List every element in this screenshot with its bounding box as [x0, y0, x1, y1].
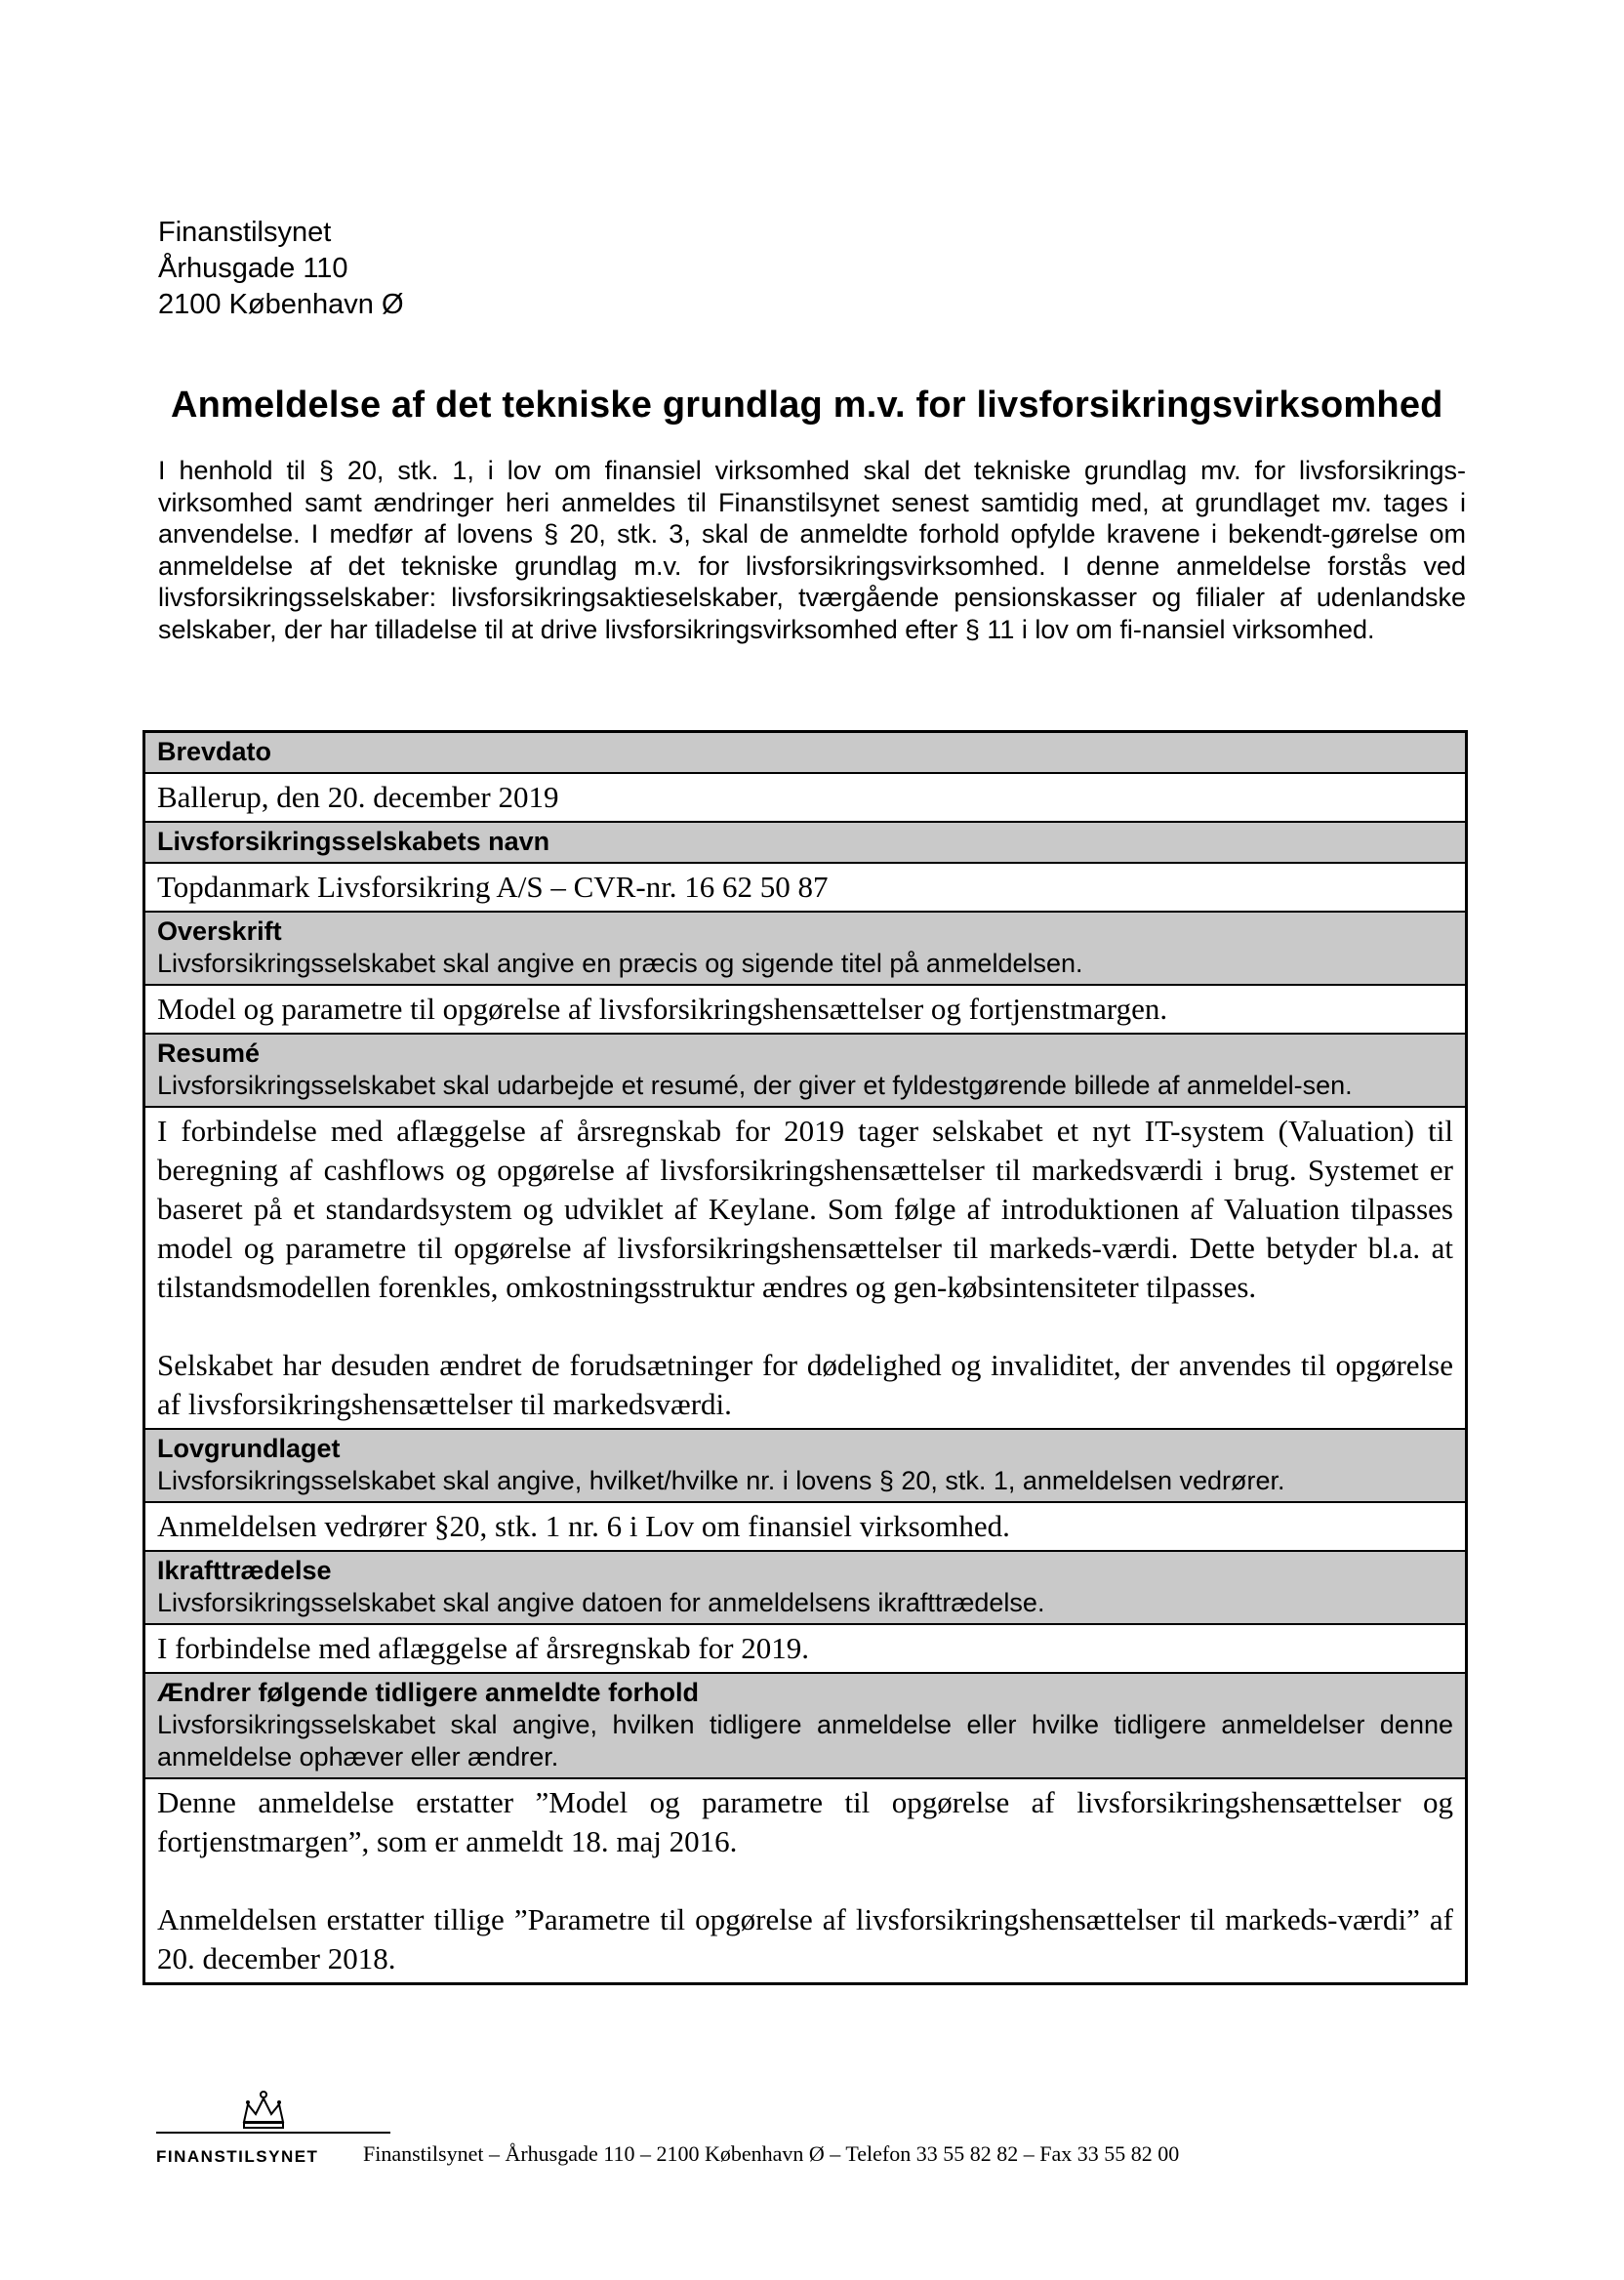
aendrer-header — [145, 1674, 1465, 1779]
overskrift-value: Model og parametre til opgørelse af livsforsikringshensættelser og fortjenstmargen. — [145, 986, 1465, 1035]
aendrer-label: Ændrer følgende tidligere anmeldte forhold — [157, 1678, 700, 1707]
brevdato-label: Brevdato — [157, 737, 272, 766]
lovgrundlag-value: Anmeldelsen vedrører §20, stk. 1 nr. 6 i Lov om finansiel virksomhed. — [145, 1503, 1465, 1552]
resume-instruction: Livsforsikringsselskabet skal udarbejde et resumé, der giver et fyldestgørende billede af anmeldel-sen. — [157, 1071, 1353, 1100]
lovgrundlag-header — [145, 1430, 1465, 1503]
ikrafttraedelse-label: Ikrafttrædelse — [157, 1556, 332, 1585]
overskrift-instruction: Livsforsikringsselskabet skal angive en præcis og sigende titel på anmeldelsen. — [157, 949, 1083, 978]
aendrer-paragraph-2: Anmeldelsen erstatter tillige ”Parametre til opgørelse af livsforsikringshensættelser til markeds-værdi” af 20. december 2018. — [157, 1902, 1453, 1975]
ikrafttraedelse-value: I forbindelse med aflæggelse af årsregnskab for 2019. — [145, 1625, 1465, 1674]
ikrafttraedelse-header — [145, 1552, 1465, 1625]
resume-paragraph-1: I forbindelse med aflæggelse af årsregnskab for 2019 tager selskabet et nyt IT-system (Valuation) til beregning af cashflows og opgørelse af livsforsikringshensættelser til markedsværdi i brug. Systemet er baseret på et standardsystem og udviklet af Keylane. Som følge af introduktionen af Valuation tilpasses model og parametre til opgørelse af livsforsikringshensættelser til markeds-værdi. Dette betyder bl.a. at tilstandsmodellen forenkles, omkostningsstruktur ændres og gen-købsintensiteter tilpasses. — [157, 1114, 1453, 1304]
aendrer-paragraph-1: Denne anmeldelse erstatter ”Model og parametre til opgørelse af livsforsikringshensættelser og fortjenstmargen”, som er anmeldt 18. maj 2016. — [157, 1785, 1453, 1858]
notification-form — [142, 730, 1468, 1985]
resume-header — [145, 1035, 1465, 1108]
recipient-name: Finanstilsynet — [158, 217, 332, 248]
recipient-address — [158, 215, 404, 323]
resume-value — [145, 1108, 1465, 1430]
crown-icon — [234, 2089, 293, 2134]
selskab-label: Livsforsikringsselskabets navn — [157, 827, 550, 856]
recipient-city: 2100 København Ø — [158, 289, 404, 320]
brevdato-header — [145, 733, 1465, 774]
selskab-header — [145, 823, 1465, 864]
footer-contact: Finanstilsynet – Århusgade 110 – 2100 København Ø – Telefon 33 55 82 82 – Fax 33 55 82 00 — [363, 2141, 1180, 2166]
lovgrundlag-instruction: Livsforsikringsselskabet skal angive, hvilket/hvilke nr. i lovens § 20, stk. 1, anmeldelsen vedrører. — [157, 1466, 1285, 1495]
brevdato-value: Ballerup, den 20. december 2019 — [145, 774, 1465, 823]
resume-paragraph-2: Selskabet har desuden ændret de forudsætninger for dødelighed og invaliditet, der anvendes til opgørelse af livsforsikringshensættelser til markedsværdi. — [157, 1348, 1453, 1421]
ikrafttraedelse-instruction: Livsforsikringsselskabet skal angive datoen for anmeldelsens ikrafttrædelse. — [157, 1588, 1045, 1617]
recipient-street: Århusgade 110 — [158, 253, 348, 284]
document-title: Anmeldelse af det tekniske grundlag m.v. for livsforsikringsvirksomhed — [171, 385, 1443, 426]
resume-label: Resumé — [157, 1038, 261, 1068]
page-footer — [156, 2089, 1522, 2186]
overskrift-label: Overskrift — [157, 916, 282, 946]
lovgrundlag-label: Lovgrundlaget — [157, 1434, 341, 1463]
aendrer-instruction: Livsforsikringsselskabet skal angive, hvilken tidligere anmeldelse eller hvilke tidligere anmeldelser denne anmeldelse ophæver eller ændrer. — [157, 1710, 1453, 1771]
selskab-value: Topdanmark Livsforsikring A/S – CVR-nr. 16 62 50 87 — [145, 864, 1465, 913]
aendrer-value — [145, 1779, 1465, 1982]
overskrift-header — [145, 913, 1465, 986]
footer-rule — [156, 2132, 390, 2134]
intro-paragraph: I henhold til § 20, stk. 1, i lov om finansiel virksomhed skal det tekniske grundlag mv. for livsforsikrings-virksomhed samt ændringer heri anmeldes til Finanstilsynet senest samtidig med, at grundlaget mv. tages i anvendelse. I medfør af lovens § 20, stk. 3, skal de anmeldte forhold opfylde kravene i bekendt-gørelse om anmeldelse af det tekniske grundlag m.v. for livsforsikringsvirksomhed. I denne anmeldelse forstås ved livsforsikringsselskaber: livsforsikringsaktieselskaber, tværgående pensionskasser og filialer af udenlandske selskaber, der har tilladelse til at drive livsforsikringsvirksomhed efter § 11 i lov om fi-nansiel virksomhed. — [158, 456, 1466, 644]
footer-brand: FINANSTILSYNET — [156, 2147, 319, 2166]
